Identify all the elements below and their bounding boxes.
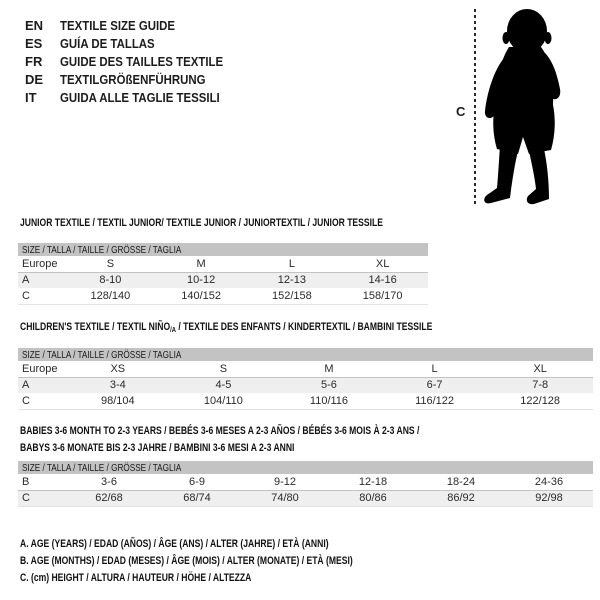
- size-cell: 140/152: [181, 289, 221, 302]
- language-row: [25, 16, 245, 34]
- size-header-label: SIZE / TALLA / TAILLE / GRÖSSE / TAGLIA: [22, 243, 182, 256]
- size-cell: 104/110: [203, 394, 243, 407]
- size-cell: 158/170: [362, 289, 403, 302]
- size-cell: 8-10: [99, 274, 122, 287]
- gender-subscript: /A: [170, 325, 176, 334]
- legend-line-b: B. AGE (MONTHS) / EDAD (MESES) / ÂGE (MOIS) / ALTER (MONATE) / ETÀ (MESI): [20, 555, 353, 567]
- language-code: DE: [25, 71, 44, 87]
- size-cell: 3-6: [101, 475, 117, 488]
- size-cell: 92/98: [535, 492, 563, 505]
- size-cell: 12-13: [277, 274, 306, 287]
- table-row-europe: [18, 256, 428, 272]
- size-cell: 74/80: [271, 492, 299, 505]
- size-cell: 68/74: [183, 492, 211, 505]
- language-title: GUIDE DES TAILLES TEXTILE: [60, 53, 224, 69]
- measure-legend: [20, 536, 447, 587]
- height-dotted-line: [474, 9, 476, 207]
- table-row-height: [18, 288, 428, 304]
- row-label: A: [22, 379, 30, 392]
- size-cell: 6-7: [426, 379, 443, 392]
- size-header-bar: [18, 461, 593, 474]
- size-header-label: SIZE / TALLA / TAILLE / GRÖSSE / TAGLIA: [22, 461, 182, 474]
- table-row-height: [18, 490, 593, 507]
- size-cell: 80/86: [359, 492, 387, 505]
- language-title: GUÍA DE TALLAS: [60, 35, 155, 51]
- row-label: B: [22, 475, 30, 488]
- size-cell: 10-12: [187, 274, 216, 287]
- size-cell: S: [219, 362, 228, 375]
- size-cell: S: [106, 257, 115, 270]
- row-label: C: [22, 289, 30, 302]
- size-cell: L: [288, 257, 295, 270]
- junior-table-title: JUNIOR TEXTILE / TEXTIL JUNIOR/ TEXTILE JUNIOR / JUNIORTEXTIL / JUNIOR TESSILE: [20, 217, 383, 229]
- legend-line-c: C. (cm) HEIGHT / ALTURA / HAUTEUR / HÖHE / ALTEZZA: [20, 572, 252, 584]
- language-title: TEXTILGRÖßENFÜHRUNG: [60, 71, 206, 87]
- size-cell: XS: [110, 362, 126, 375]
- children-table-title: CHILDREN'S TEXTILE / TEXTIL $NIÑO_{/A}$ / TEXTILE DES ENFANTS / KINDERTEXTIL / BAMBINI TESSILE: [20, 321, 433, 334]
- size-cell: 110/116: [309, 394, 349, 407]
- size-cell: 122/128: [520, 394, 561, 407]
- table-row-age: [18, 377, 593, 394]
- size-cell: 18-24: [446, 475, 476, 488]
- language-row: [25, 88, 245, 106]
- table-row-europe: [18, 361, 593, 377]
- size-cell: 24-36: [534, 475, 564, 488]
- size-cell: 14-16: [368, 274, 397, 287]
- size-cell: 12-18: [358, 475, 388, 488]
- height-measure-label: C: [456, 104, 466, 119]
- row-label: Europe: [22, 362, 58, 375]
- language-code: IT: [25, 89, 37, 105]
- language-title: TEXTILE SIZE GUIDE: [60, 17, 176, 33]
- size-cell: 86/92: [447, 492, 475, 505]
- language-title: GUIDA ALLE TAGLIE TESSILI: [60, 89, 220, 105]
- table-row-age: [18, 272, 428, 289]
- size-cell: L: [431, 362, 438, 375]
- size-cell: 3-4: [109, 379, 126, 392]
- size-cell: 62/68: [95, 492, 123, 505]
- language-code: ES: [25, 35, 43, 51]
- size-cell: XL: [375, 257, 390, 270]
- language-code: FR: [25, 53, 43, 69]
- size-cell: XL: [533, 362, 547, 375]
- size-header-label: SIZE / TALLA / TAILLE / GRÖSSE / TAGLIA: [22, 348, 182, 361]
- babies-size-table: [18, 461, 593, 507]
- language-row: [25, 34, 245, 52]
- size-cell: 6-9: [189, 475, 205, 488]
- size-cell: 116/122: [415, 394, 455, 407]
- baby-silhouette-icon: [483, 9, 565, 205]
- size-cell: 5-6: [321, 379, 337, 392]
- size-cell: M: [196, 257, 206, 270]
- junior-size-table: [18, 243, 428, 305]
- language-code: EN: [25, 17, 44, 33]
- size-header-bar: [18, 348, 593, 361]
- legend-line-a: A. AGE (YEARS) / EDAD (AÑOS) / ÂGE (ANS) / ALTER (JAHRE) / ETÀ (ANNI): [20, 538, 329, 550]
- row-label: A: [22, 274, 30, 287]
- babies-table-title: BABIES 3-6 MONTH TO 2-3 YEARS / BEBÉS 3-6 MESES A 2-3 AÑOS / BÉBÉS 3-6 MOIS À 2-3 ANS / BABYS 3-6 MONATE BIS 2-3 JAHRE / BAMBINI 3-6 MESI A 2-3 ANNI: [20, 425, 420, 454]
- size-cell: 9-12: [273, 475, 297, 488]
- language-row: [25, 70, 245, 88]
- size-cell: 128/140: [90, 289, 131, 302]
- size-cell: 98/104: [100, 394, 135, 407]
- row-label: C: [22, 394, 30, 407]
- table-row-height: [18, 393, 593, 409]
- size-cell: 152/158: [271, 289, 312, 302]
- row-label: Europe: [22, 257, 58, 270]
- size-cell: 4-5: [215, 379, 232, 392]
- size-header-bar: [18, 243, 428, 256]
- table-row-age-months: [18, 474, 593, 490]
- language-row: [25, 52, 245, 70]
- children-size-table: [18, 348, 593, 410]
- language-title-list: [25, 16, 245, 106]
- size-cell: M: [324, 362, 334, 375]
- size-cell: 7-8: [532, 379, 549, 392]
- row-label: C: [22, 492, 30, 505]
